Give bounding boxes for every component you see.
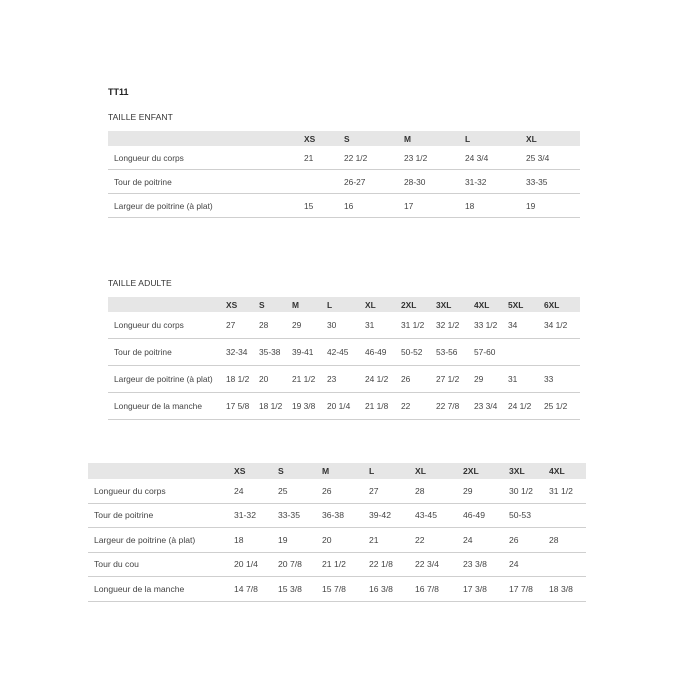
table-cell: 18 1/2: [226, 366, 259, 393]
table-cell: 25 1/2: [544, 393, 580, 420]
table-cell: 33-35: [526, 170, 580, 194]
table-cell: 29: [474, 366, 508, 393]
table-row: [88, 528, 586, 553]
table-cell: [304, 170, 344, 194]
table-cell: 23: [327, 366, 365, 393]
size-header: 4XL: [474, 297, 508, 312]
table-cell: 31: [365, 312, 401, 339]
table-cell: 26: [322, 479, 369, 503]
table-cell: 24 1/2: [365, 366, 401, 393]
table-cell: 25: [278, 479, 322, 503]
table-row: [108, 146, 580, 170]
table-cell: 20 1/4: [234, 552, 278, 577]
table-cell: 17 7/8: [509, 577, 549, 602]
table-cell: 24: [463, 528, 509, 553]
size-header: 2XL: [401, 297, 436, 312]
table-header-row: [108, 297, 580, 312]
table-cell: 29: [292, 312, 327, 339]
table-cell: 31 1/2: [549, 479, 586, 503]
size-header: L: [465, 131, 526, 146]
table-cell: [549, 503, 586, 528]
size-header: S: [259, 297, 292, 312]
size-header: 6XL: [544, 297, 580, 312]
table-row: [108, 366, 580, 393]
table-cell: 50-52: [401, 339, 436, 366]
table-cell: 15: [304, 194, 344, 218]
size-table-enfant: [108, 131, 580, 218]
table-cell: 31-32: [234, 503, 278, 528]
table-row: [108, 312, 580, 339]
size-header: L: [369, 463, 415, 479]
table-cell: [544, 339, 580, 366]
table-cell: 31-32: [465, 170, 526, 194]
table-cell: 42-45: [327, 339, 365, 366]
table-cell: 17 5/8: [226, 393, 259, 420]
table-header-row: [88, 463, 586, 479]
table-cell: 28: [549, 528, 586, 553]
table-cell: 17: [404, 194, 465, 218]
row-label: Longueur de la manche: [88, 577, 234, 602]
table-row: [88, 479, 586, 503]
section-label-adulte: TAILLE ADULTE: [108, 278, 172, 288]
table-cell: 33: [544, 366, 580, 393]
size-header: M: [292, 297, 327, 312]
row-label: Largeur de poitrine (à plat): [108, 194, 304, 218]
table-cell: 18 3/8: [549, 577, 586, 602]
size-header: M: [322, 463, 369, 479]
table-cell: 27: [369, 479, 415, 503]
row-label: Tour du cou: [88, 552, 234, 577]
table-cell: 16 7/8: [415, 577, 463, 602]
table-cell: 20: [322, 528, 369, 553]
table-cell: 33-35: [278, 503, 322, 528]
table-cell: 39-41: [292, 339, 327, 366]
table-row: [88, 552, 586, 577]
table-cell: 28-30: [404, 170, 465, 194]
row-label: Longueur de la manche: [108, 393, 226, 420]
table-cell: 24: [234, 479, 278, 503]
table-cell: 46-49: [463, 503, 509, 528]
table-header-row: [108, 131, 580, 146]
table-cell: 26: [401, 366, 436, 393]
table-cell: 32-34: [226, 339, 259, 366]
table-cell: 39-42: [369, 503, 415, 528]
size-header: XL: [365, 297, 401, 312]
table-cell: 34: [508, 312, 544, 339]
table-cell: 25 3/4: [526, 146, 580, 170]
table-cell: 29: [463, 479, 509, 503]
table-cell: 14 7/8: [234, 577, 278, 602]
table-cell: 34 1/2: [544, 312, 580, 339]
table-cell: 26-27: [344, 170, 404, 194]
row-label: Tour de poitrine: [88, 503, 234, 528]
table-cell: 21: [304, 146, 344, 170]
table-cell: 22: [401, 393, 436, 420]
table-cell: 30 1/2: [509, 479, 549, 503]
page-title: TT11: [108, 87, 129, 97]
row-label: Longueur du corps: [88, 479, 234, 503]
table-cell: 26: [509, 528, 549, 553]
size-header: S: [278, 463, 322, 479]
table-cell: 21 1/8: [365, 393, 401, 420]
row-label: Largeur de poitrine (à plat): [88, 528, 234, 553]
size-header: XL: [415, 463, 463, 479]
table-cell: 18: [234, 528, 278, 553]
size-header: 3XL: [509, 463, 549, 479]
table-cell: 19: [526, 194, 580, 218]
table-cell: [508, 339, 544, 366]
row-label: Largeur de poitrine (à plat): [108, 366, 226, 393]
table-cell: 27 1/2: [436, 366, 474, 393]
size-header: XS: [226, 297, 259, 312]
table-cell: 23 1/2: [404, 146, 465, 170]
table-cell: 22: [415, 528, 463, 553]
table-cell: 28: [415, 479, 463, 503]
table-cell: 32 1/2: [436, 312, 474, 339]
table-cell: 28: [259, 312, 292, 339]
size-header: S: [344, 131, 404, 146]
table-cell: 27: [226, 312, 259, 339]
table-cell: 57-60: [474, 339, 508, 366]
table-cell: 53-56: [436, 339, 474, 366]
table-cell: 18 1/2: [259, 393, 292, 420]
table-row: [88, 503, 586, 528]
row-label: Longueur du corps: [108, 312, 226, 339]
table-cell: 22 3/4: [415, 552, 463, 577]
table-row: [88, 577, 586, 602]
table-cell: 24 1/2: [508, 393, 544, 420]
size-header: XS: [234, 463, 278, 479]
table-cell: [549, 552, 586, 577]
size-header: 4XL: [549, 463, 586, 479]
table-cell: 31: [508, 366, 544, 393]
table-cell: 30: [327, 312, 365, 339]
table-cell: 23 3/4: [474, 393, 508, 420]
table-cell: 21: [369, 528, 415, 553]
table-cell: 22 7/8: [436, 393, 474, 420]
size-header: 2XL: [463, 463, 509, 479]
table-cell: 19 3/8: [292, 393, 327, 420]
table-cell: 16: [344, 194, 404, 218]
table-cell: 20 1/4: [327, 393, 365, 420]
row-label: Tour de poitrine: [108, 170, 304, 194]
table-cell: 22 1/8: [369, 552, 415, 577]
section-label-enfant: TAILLE ENFANT: [108, 112, 173, 122]
table-row: [108, 339, 580, 366]
table-cell: 16 3/8: [369, 577, 415, 602]
size-header: M: [404, 131, 465, 146]
table-cell: 24: [509, 552, 549, 577]
table-cell: 20: [259, 366, 292, 393]
size-header: 3XL: [436, 297, 474, 312]
table-cell: 50-53: [509, 503, 549, 528]
table-cell: 21 1/2: [322, 552, 369, 577]
table-row: [108, 194, 580, 218]
table-cell: 36-38: [322, 503, 369, 528]
table-cell: 15 7/8: [322, 577, 369, 602]
table-cell: 22 1/2: [344, 146, 404, 170]
table-cell: 24 3/4: [465, 146, 526, 170]
size-header: 5XL: [508, 297, 544, 312]
size-table-adulte: [108, 297, 580, 420]
table-cell: 23 3/8: [463, 552, 509, 577]
table-cell: 19: [278, 528, 322, 553]
size-header: XS: [304, 131, 344, 146]
table-cell: 46-49: [365, 339, 401, 366]
table-row: [108, 393, 580, 420]
table-cell: 21 1/2: [292, 366, 327, 393]
size-header: L: [327, 297, 365, 312]
table-cell: 18: [465, 194, 526, 218]
size-table-third: [88, 463, 586, 602]
table-cell: 33 1/2: [474, 312, 508, 339]
table-cell: 35-38: [259, 339, 292, 366]
row-label: Tour de poitrine: [108, 339, 226, 366]
table-cell: 20 7/8: [278, 552, 322, 577]
row-label: Longueur du corps: [108, 146, 304, 170]
table-cell: 43-45: [415, 503, 463, 528]
table-row: [108, 170, 580, 194]
table-cell: 17 3/8: [463, 577, 509, 602]
table-cell: 15 3/8: [278, 577, 322, 602]
size-header: XL: [526, 131, 580, 146]
table-cell: 31 1/2: [401, 312, 436, 339]
